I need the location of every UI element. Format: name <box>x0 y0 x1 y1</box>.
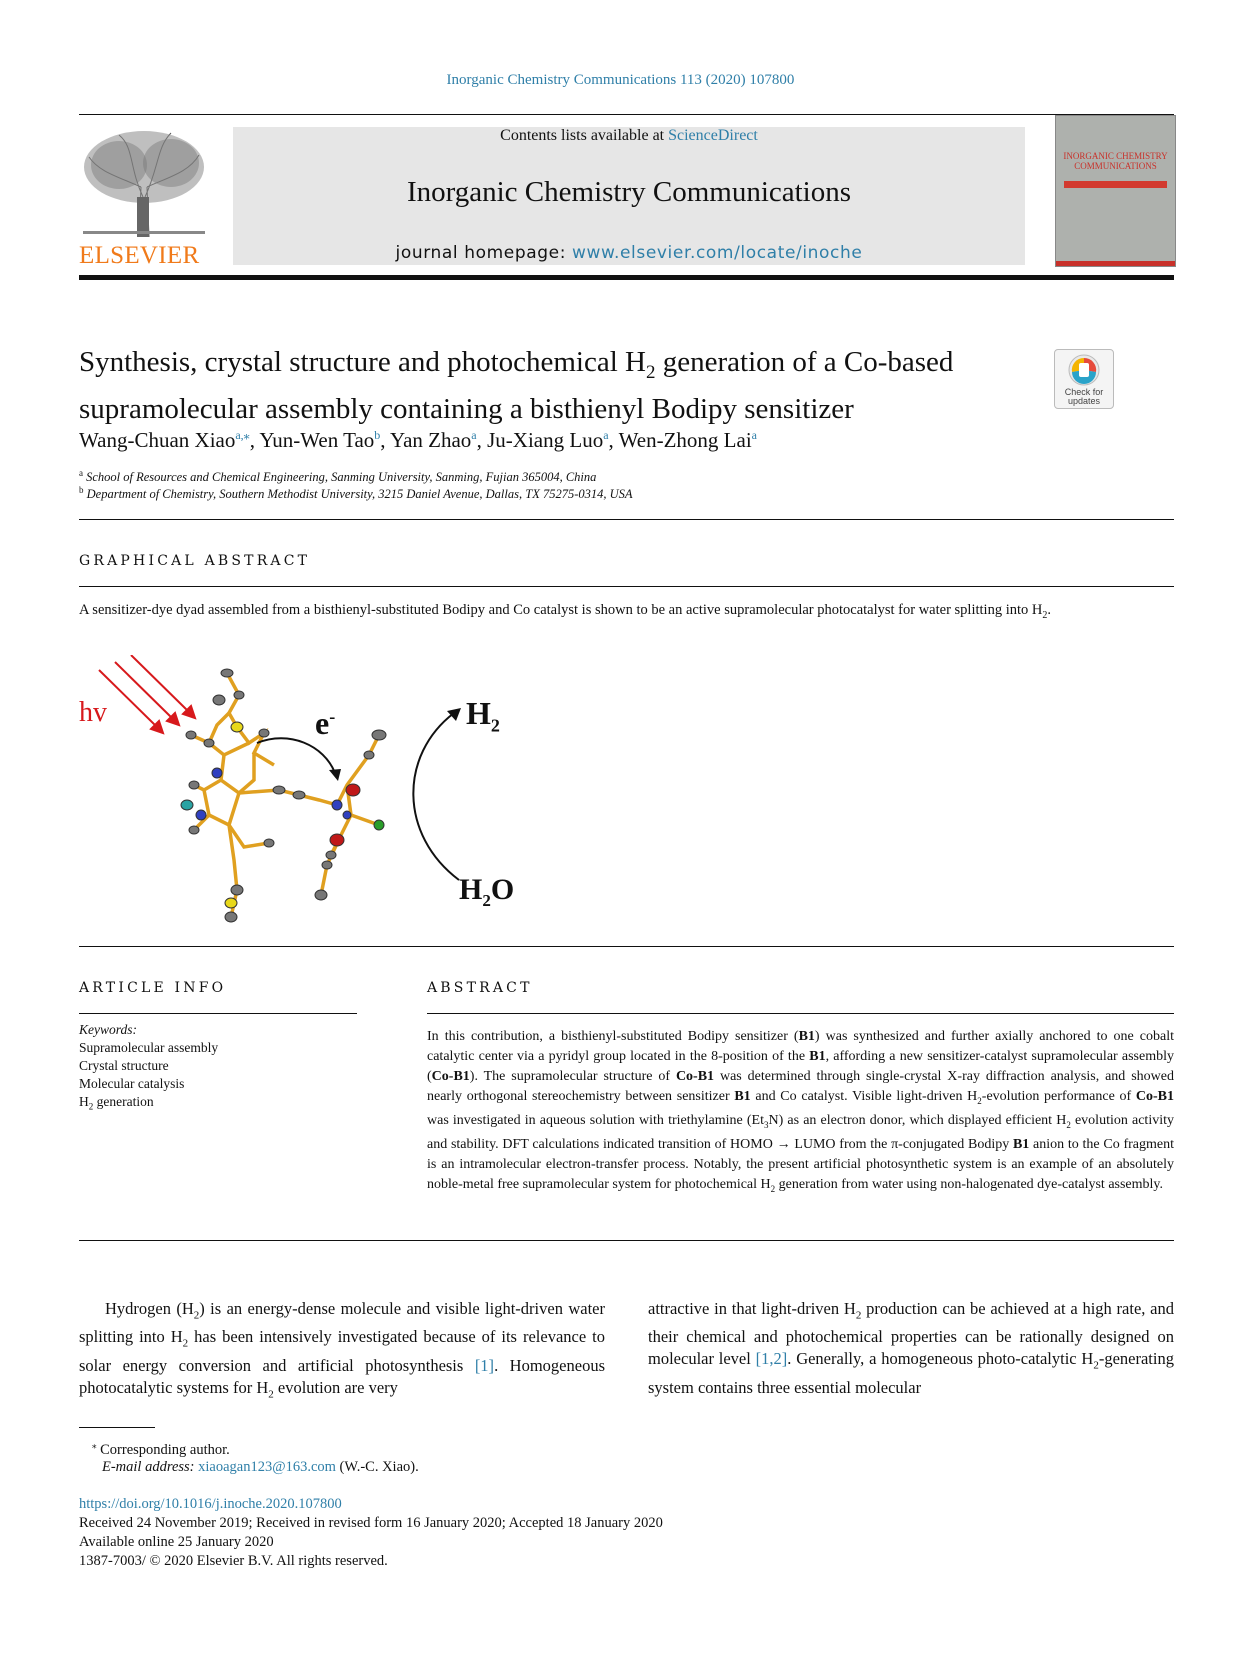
citation-link[interactable]: [1] <box>474 1355 495 1375</box>
graphical-abstract-figure <box>79 655 579 935</box>
electron-transfer-arrow <box>257 738 335 773</box>
light-arrows <box>99 655 195 733</box>
keyword-item: Crystal structure <box>79 1058 169 1073</box>
copyright: 1387-7003/ © 2020 Elsevier B.V. All rights reserved. <box>79 1553 388 1569</box>
author-name[interactable]: Wang-Chuan Xiao <box>79 428 236 452</box>
doi-link[interactable]: https://doi.org/10.1016/j.inoche.2020.107800 <box>79 1496 342 1512</box>
water-splitting-arrow <box>413 713 459 880</box>
abstract-text: In this contribution, a bisthienyl-substituted Bodipy sensitizer (B1) was synthesized and further axially anchored to one cobalt catalytic center via a pyridyl group located in the 8-position of the B1, affording a new sensitizer-catalyst supramolecular assembly (Co-B1). The supramolecular structure of Co-B1 was determined through single-crystal X-ray diffraction analysis, and showed nearly orthogonal stereochemistry between sensitizer B1 and Co catalyst. Visible light-driven $H_2$-evolution performance of Co-B1 was investigated in aqueous solution with triethylamine $(Et_3N)$ as an electron donor, which displayed efficient $H_2$ evolution activity and stability. DFT calculations indicated transition of HOMO → LUMO from the π-conjugated Bodipy B1 anion to the Co fragment is an intramolecular electron-transfer process. Notably, the present artificial photosynthetic system is an example of an absolutely noble-metal free supramolecular system for photochemical $H_2$ generation from water using non-halogenated dye-catalyst assembly. <box>427 1029 1175 1194</box>
hv-label: hv <box>79 697 107 728</box>
article-info-rule <box>79 1013 357 1014</box>
journal-cover-thumbnail[interactable] <box>1055 115 1176 267</box>
journal-reference[interactable]: Inorganic Chemistry Communications 113 (2020) 107800 <box>446 72 795 88</box>
electron-label: e- <box>315 705 336 741</box>
header-top-rule <box>79 114 1174 115</box>
author-affil-mark[interactable]: a,⁎ <box>235 428 250 442</box>
elsevier-tree-logo <box>79 127 209 239</box>
affiliation-rule <box>79 519 1174 520</box>
citation-link[interactable]: [1,2] <box>755 1349 788 1369</box>
author-name[interactable]: Yun-Wen Tao <box>259 428 375 452</box>
affiliation-a: $^a$ School of Resources and Chemical Engineering, Sanming University, Sanming, Fujian 365004, China <box>79 468 597 485</box>
abstract-heading: ABSTRACT <box>427 980 533 996</box>
author-name[interactable]: Wen-Zhong Lai <box>618 428 752 452</box>
abstract-rule <box>427 1013 1174 1014</box>
author-name[interactable]: Ju-Xiang Luo <box>487 428 604 452</box>
footnote-rule <box>79 1427 155 1428</box>
keywords-label: Keywords: <box>79 1022 137 1037</box>
received-dates: Received 24 November 2019; Received in revised form 16 January 2020; Accepted 18 January 2020 <box>79 1515 663 1531</box>
contents-available: Contents lists available at ScienceDirect <box>500 127 758 144</box>
author-affil-mark[interactable]: a <box>603 428 609 442</box>
keyword-item: $H_2$ generation <box>79 1094 154 1112</box>
crossmark-label-2: updates <box>1067 396 1101 406</box>
body-column-right: attractive in that light-driven $H_2$ production can be achieved at a high rate, and their chemical and photochemical properties can be rationally designed on molecular level [1,2]. Generally, a homogeneous photo-catalytic $H_2$-generating system contains three essential molecular <box>648 1299 1174 1397</box>
email-link[interactable]: xiaoagan123@163.com <box>198 1459 336 1475</box>
h2-label: $H_2$ <box>466 695 500 736</box>
graphical-abstract-text: A sensitizer-dye dyad assembled from a bisthienyl-substituted Bodipy and Co catalyst is shown to be an active supramolecular photocatalyst for water splitting into $H_2$. <box>79 602 1051 621</box>
keyword-item: Molecular catalysis <box>79 1076 185 1091</box>
journal-title: Inorganic Chemistry Communications <box>406 176 852 208</box>
header-thick-rule <box>79 275 1174 280</box>
journal-homepage: journal homepage: www.elsevier.com/locate/inoche <box>395 243 863 263</box>
crossmark-label-1: Check for <box>1064 387 1104 397</box>
affiliation-b: $^b$ Department of Chemistry, Southern Methodist University, 3215 Daniel Avenue, Dallas, TX 75275-0314, USA <box>79 485 633 502</box>
author-list: Wang-Chuan Xiao$^{a,⁎}$, Yun-Wen Tao$^b$, Yan Zhao$^a$, Ju-Xiang Luo$^a$, Wen-Zhong Lai$^a$ <box>79 428 757 452</box>
cover-footer-band <box>1056 261 1175 266</box>
graphical-abstract-heading: GRAPHICAL ABSTRACT <box>79 553 311 569</box>
author-affil-mark[interactable]: b <box>374 428 381 442</box>
body-column-left: Hydrogen $(H_2)$ is an energy-dense molecule and visible light-driven water splitting into $H_2$ has been intensively investigated because of its relevance to solar energy conversion and artificial photosynthesis [1]. Homogeneous photocatalytic systems for $H_2$ evolution are very <box>79 1299 605 1400</box>
corresponding-author-note: ⁎ Corresponding author. <box>92 1440 230 1458</box>
author-affil-mark[interactable]: a <box>751 428 757 442</box>
crossmark-icon <box>1055 350 1113 390</box>
cover-title: INORGANIC CHEMISTRY COMMUNICATIONS <box>1063 151 1168 171</box>
graphical-abstract-bottom-rule <box>79 946 1174 947</box>
author-name[interactable]: Yan Zhao <box>390 428 472 452</box>
sciencedirect-link[interactable]: ScienceDirect <box>668 127 758 144</box>
article-info-heading: ARTICLE INFO <box>79 980 227 996</box>
abstract-bottom-rule <box>79 1240 1174 1241</box>
graphical-abstract-rule <box>79 586 1174 587</box>
cover-red-band <box>1064 181 1167 188</box>
keyword-item: Supramolecular assembly <box>79 1040 219 1055</box>
author-affil-mark[interactable]: a <box>471 428 477 442</box>
email-note: E-mail address: xiaoagan123@163.com (W.-C. Xiao). <box>102 1459 419 1475</box>
homepage-link[interactable]: www.elsevier.com/locate/inoche <box>572 243 863 263</box>
article-title: Synthesis, crystal structure and photochemical $H_2$ generation of a Co-based supramolecular assembly containing a bisthienyl Bodipy sensitizer <box>79 346 954 425</box>
available-online: Available online 25 January 2020 <box>79 1534 274 1550</box>
h2o-label: $H_2O$ <box>459 873 515 910</box>
elsevier-wordmark: ELSEVIER <box>79 242 200 269</box>
check-for-updates-badge[interactable] <box>1054 349 1114 409</box>
